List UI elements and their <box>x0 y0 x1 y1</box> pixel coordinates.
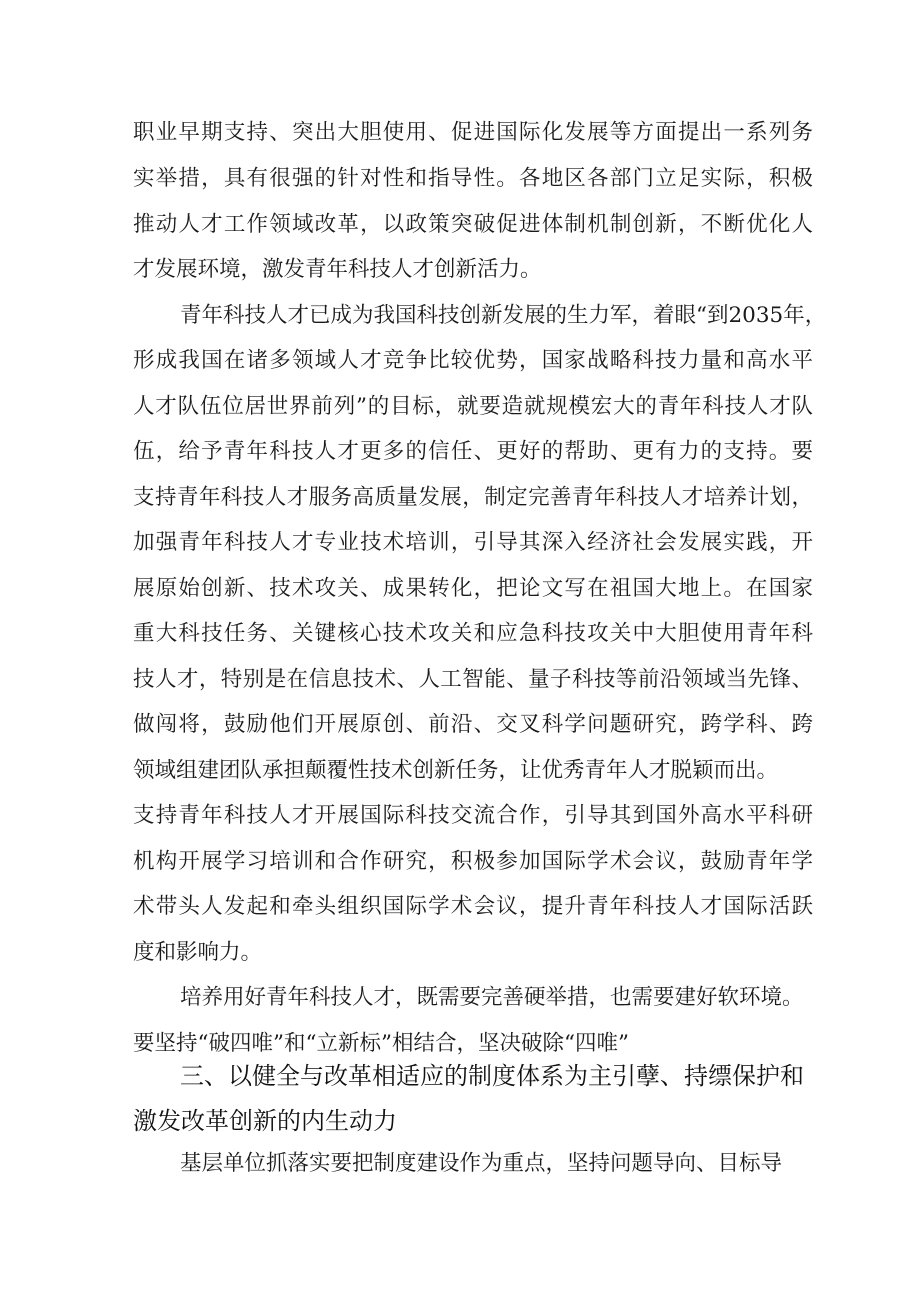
paragraph-1-line-4: 才发展环境，激发青年科技人才创新活力。 <box>133 257 542 282</box>
paragraph-3-line-2: 要坚持“破四唯”和“立新标”相结合，坚决破除“四唯” <box>133 1031 629 1056</box>
paragraph-2-line-6: 加强青年科技人才专业技术培训，引导其深入经济社会发展实践，开 <box>133 530 813 555</box>
paragraph-2-line-1: 青年科技人才已成为我国科技创新发展的生力军，着眼“到2035年， <box>180 303 827 328</box>
section-heading-line-1: 三、以健全与改革相适应的制度体系为主引孽、持缥保护和 <box>180 1062 804 1090</box>
paragraph-1-line-2: 实举措，具有很强的针对性和指导性。各地区各部门立足实际，积极 <box>133 166 813 191</box>
paragraph-2-line-14: 术带头人发起和牵头组织国际学术会议，提升青年科技人才国际活跃 <box>133 894 813 919</box>
paragraph-2-line-11: 领域组建团队承担颠覆性技术创新任务，让优秀青年人才脱颖而出。 <box>133 758 779 783</box>
paragraph-1-line-3: 推动人才工作领域改革，以政策突破促进体制机制创新，不断优化人 <box>133 212 813 237</box>
paragraph-2-line-7: 展原始创新、技术攻关、成果转化，把论文写在祖国大地上。在国家 <box>133 576 813 601</box>
paragraph-2-line-15: 度和影响力。 <box>133 940 263 965</box>
section-heading-line-2: 激发改革创新的内生动力 <box>133 1107 397 1135</box>
paragraph-2-line-13: 机构开展学习培训和合作研究，积极参加国际学术会议，鼓励青年学 <box>133 849 813 874</box>
paragraph-2-line-10: 做闯将，鼓励他们开展原创、前沿、交叉科学问题研究，跨学科、跨 <box>133 712 813 737</box>
paragraph-3-line-1: 培养用好青年科技人才，既需要完善硬举措，也需要建好软环境。 <box>180 985 804 1010</box>
paragraph-2-line-2: 形成我国在诸多领域人才竞争比较优势，国家战略科技力量和高水平 <box>133 348 813 373</box>
paragraph-2-line-9: 技人才，特别是在信息技术、人工智能、量子科技等前沿领域当先锋、 <box>133 667 813 692</box>
paragraph-2-line-4: 伍，给予青年科技人才更多的信任、更好的帮助、更有力的支持。要 <box>133 439 813 464</box>
paragraph-4-line-1: 基层单位抓落实要把制度建设作为重点，坚持问题导向、目标导 <box>180 1151 783 1176</box>
paragraph-2-line-3: 人才队伍位居世界前列”的目标，就要造就规模宏大的青年科技人才队 <box>133 394 813 419</box>
paragraph-1-line-1: 职业早期支持、突出大胆使用、促进国际化发展等方面提出一系列务 <box>133 120 813 145</box>
paragraph-2-line-5: 支持青年科技人才服务高质量发展，制定完善青年科技人才培养计划， <box>133 485 813 510</box>
paragraph-2-line-8: 重大科技任务、关键核心技术攻关和应急科技攻关中大胆使用青年科 <box>133 621 813 646</box>
paragraph-2-line-12: 支持青年科技人才开展国际科技交流合作，引导其到国外高水平科研 <box>133 803 813 828</box>
